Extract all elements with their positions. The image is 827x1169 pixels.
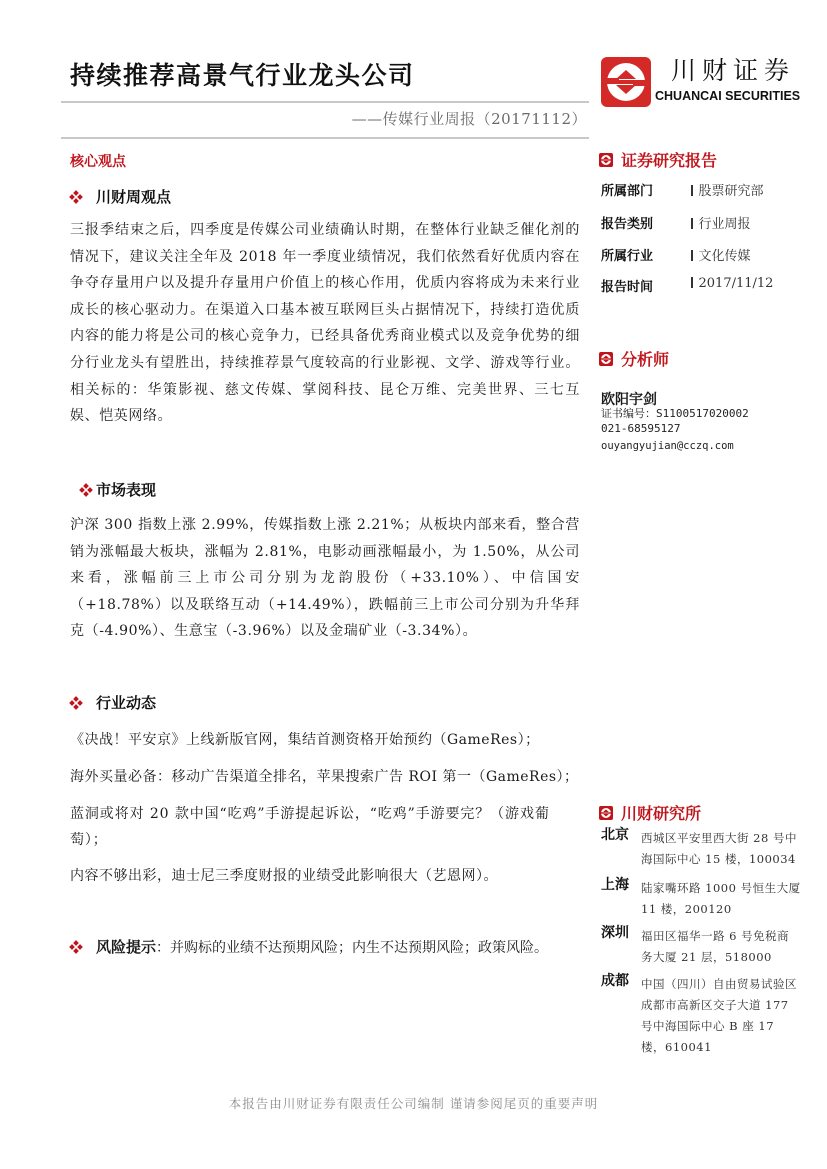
section-title: 行业动态 [96, 694, 157, 712]
meta-row-date [601, 276, 773, 295]
meta-value: 文化传媒 [691, 245, 751, 264]
sidebar-heading-text: 川财研究所 [621, 804, 702, 823]
office-address: 中国（四川）自由贸易试验区成都市高新区交子大道 177 号中海国际中心 B 座 17 楼，610041 [641, 977, 797, 1054]
meta-value: 股票研究部 [691, 180, 764, 199]
subtitle-divider [61, 137, 589, 139]
section-title: 川财周观点 [96, 188, 172, 206]
report-title: 持续推荐高景气行业龙头公司 [70, 61, 415, 90]
meta-key: 报告时间 [601, 280, 654, 295]
analyst-certificate: 证书编号：S1100517020002 [601, 407, 749, 420]
office-beijing [601, 826, 801, 870]
chuancai-mini-logo-icon [599, 806, 613, 820]
sidebar-heading-text: 分析师 [621, 350, 670, 369]
logo-chinese-name: 川财证券 [671, 56, 796, 85]
section-heading-market-performance [80, 479, 156, 500]
logo-english-name: CHUANCAI SECURITIES [655, 89, 801, 103]
risk-warning [70, 936, 548, 957]
news-item: 《决战！平安京》上线新版官网，集结首测资格开始预约（GameRes）； [70, 732, 540, 748]
office-shenzhen [601, 924, 801, 968]
meta-key: 所属行业 [601, 249, 654, 264]
news-item: 内容不够出彩，迪士尼三季度财报的业绩受此影响很大（艺恩网）。 [70, 868, 498, 884]
meta-row-department [601, 180, 764, 199]
diamond-bullet-icon [70, 191, 82, 203]
sidebar-heading-text: 证券研究报告 [621, 151, 718, 170]
analyst-name: 欧阳宇剑 [601, 392, 657, 408]
risk-label: 风险提示 [96, 938, 157, 956]
office-shanghai [601, 876, 801, 920]
office-city: 上海 [601, 877, 629, 893]
risk-text: ：并购标的业绩不达预期风险；内生不达预期风险；政策风险。 [156, 939, 549, 956]
office-address: 福田区福华一路 6 号免税商务大厦 21 层，518000 [641, 929, 790, 964]
chuancai-mini-logo-icon [599, 153, 613, 167]
analyst-phone: 021-68595127 [601, 422, 681, 435]
office-chengdu [601, 972, 801, 1058]
news-item: 海外买量必备：移动广告渠道全排名，苹果搜索广告 ROI 第一（GameRes）； [70, 769, 579, 785]
section-heading-industry-news [70, 692, 156, 713]
section-heading-weekly-view [70, 186, 171, 207]
meta-key: 所属部门 [601, 184, 654, 199]
diamond-bullet-icon [70, 941, 82, 953]
footer-disclaimer: 本报告由川财证券有限责任公司编制 谨请参阅尾页的重要声明 [228, 1096, 599, 1111]
report-subtitle: ——传媒行业周报（20171112） [351, 110, 587, 128]
chuancai-logo-icon [601, 57, 651, 107]
chuancai-mini-logo-icon [599, 352, 613, 366]
meta-row-category [601, 213, 751, 232]
office-city: 深圳 [601, 925, 629, 941]
weekly-view-paragraph: 三报季结束之后，四季度是传媒公司业绩确认时期，在整体行业缺乏催化剂的情况下，建议关注全年及 2018 年一季度业绩情况，我们依然看好优质内容在争夺存量用户以及提升存量用户价值上的核心作用，优质内容将成为未来行业成长的核心驱动力。在渠道入口基本被互联网巨头占据情况下，持续打造优质内容的能力将是公司的核心竞争力，已经具备优秀商业模式以及竞争优势的细分行业龙头有望胜出，持续推荐景气度较高的行业影视、文学、游戏等行业。相关标的：华策影视、慈文传媒、掌阅科技、昆仑万维、完美世界、三七互娱、恺英网络。 [70, 222, 580, 425]
section-title: 市场表现 [96, 481, 157, 499]
meta-key: 报告类别 [601, 217, 654, 232]
office-city: 北京 [601, 827, 629, 843]
sidebar-heading-analyst [599, 347, 669, 370]
office-address: 西城区平安里西大街 28 号中海国际中心 15 楼，100034 [641, 831, 797, 866]
meta-value: 行业周报 [691, 213, 751, 232]
diamond-bullet-icon [80, 484, 92, 496]
diamond-bullet-icon [70, 697, 82, 709]
analyst-email-link[interactable]: ouyangyujian@cczq.com [601, 440, 734, 452]
title-divider [61, 101, 589, 103]
meta-row-industry [601, 245, 751, 264]
meta-value: 2017/11/12 [691, 276, 773, 295]
news-item: 蓝洞或将对 20 款中国“吃鸡”手游提起诉讼，“吃鸡”手游要完？（游戏葡萄）； [70, 806, 550, 848]
sidebar-heading-report [599, 148, 717, 171]
core-view-label: 核心观点 [70, 154, 126, 170]
office-address: 陆家嘴环路 1000 号恒生大厦 11 楼，200120 [641, 881, 801, 916]
company-logo [601, 57, 800, 107]
office-city: 成都 [601, 973, 629, 989]
sidebar-heading-institute [599, 801, 701, 824]
market-performance-paragraph: 沪深 300 指数上涨 2.99%，传媒指数上涨 2.21%；从板块内部来看，整合营销为涨幅最大板块，涨幅为 2.81%，电影动画涨幅最小，为 1.50%，从公司来看，涨幅前三上市公司分别为龙韵股份（+33.10%）、中信国安（+18.78%）以及联络互动（+14.49%），跌幅前三上市公司分别为升华拜克（-4.90%）、生意宝（-3.96%）以及金瑞矿业（-3.34%）。 [70, 517, 580, 640]
